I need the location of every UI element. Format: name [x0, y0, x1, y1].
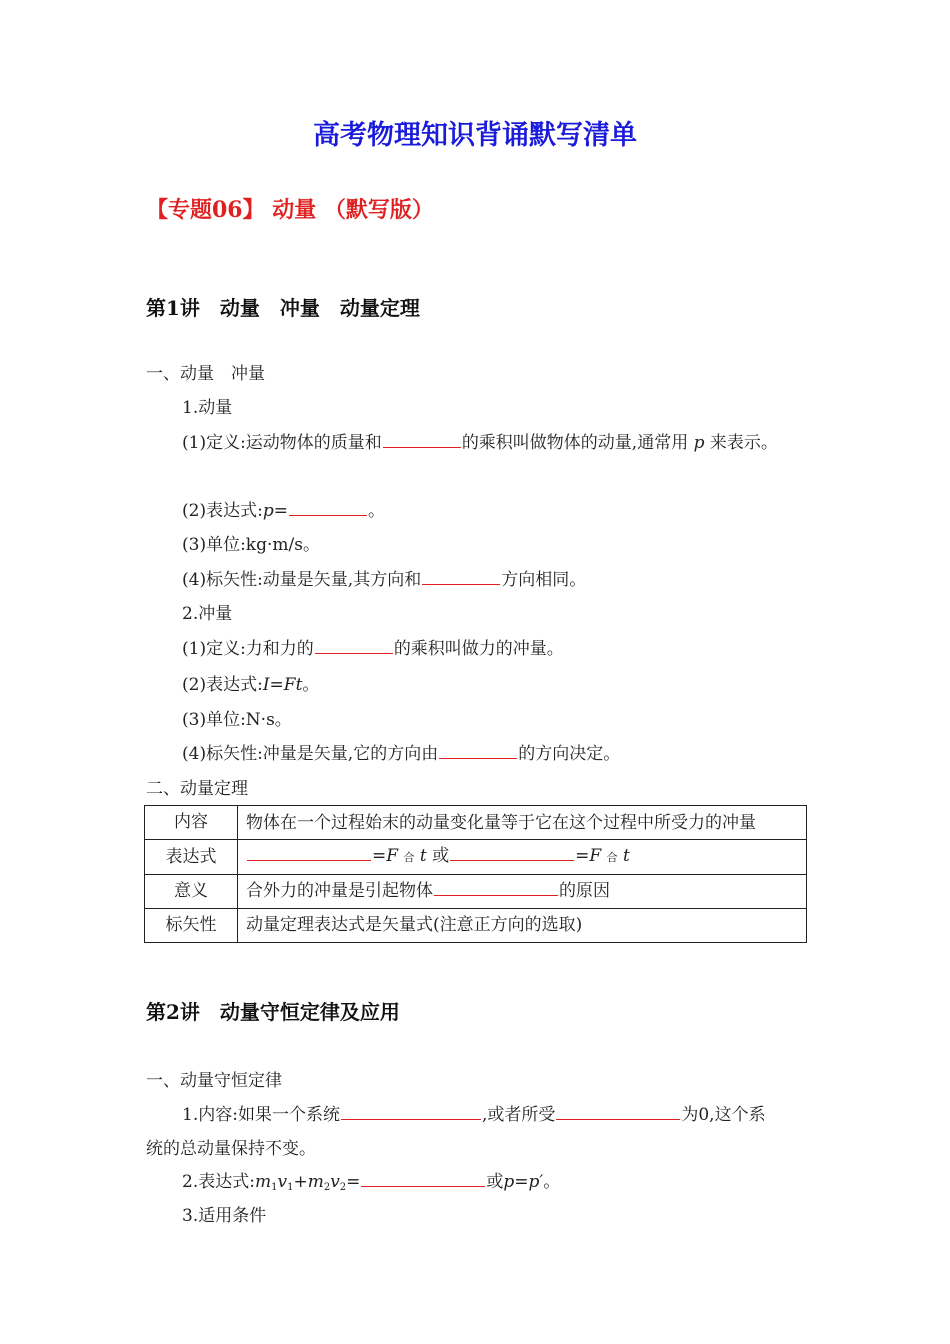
- fill-blank[interactable]: [422, 583, 500, 585]
- text: 来表示。: [709, 433, 778, 453]
- conservation-expression: 2.表达式$:m_1v_1+m_2v_2=$ 或p=p′。: [182, 1172, 561, 1193]
- var-F: F: [386, 846, 399, 866]
- conservation-content: [182, 1100, 766, 1125]
- text: ,或者所受: [481, 1105, 556, 1125]
- momentum-expression: [182, 496, 385, 521]
- subscript: 合: [403, 851, 415, 864]
- text: (4)标矢性:动量是矢量,其方向和: [182, 570, 422, 590]
- text: 。: [543, 1172, 561, 1192]
- row-value: [238, 875, 807, 909]
- formula: p=p′: [503, 1172, 544, 1192]
- row-key: 意义: [145, 875, 238, 909]
- text: (1)定义:运动物体的质量和: [182, 433, 382, 453]
- row-value: 物体在一个过程始末的动量变化量等于它在这个过程中所受力的冲量: [238, 806, 807, 840]
- text: 的乘积叫做力的冲量。: [393, 639, 564, 659]
- formula: I=Ft: [262, 675, 303, 695]
- section-momentum-theorem: 二、动量定理: [146, 779, 248, 799]
- fill-blank[interactable]: [556, 1118, 680, 1120]
- text: (2)表达式:: [182, 501, 263, 521]
- topic-subtitle: 【专题06】 动量 （默写版）: [146, 197, 434, 223]
- row-value: 动量定理表达式是矢量式(注意正方向的选取): [238, 909, 807, 943]
- text: 的原因: [559, 881, 610, 901]
- text: 1.内容:如果一个系统: [182, 1105, 340, 1125]
- fill-blank[interactable]: [247, 859, 371, 861]
- var-F: F: [589, 846, 602, 866]
- text: 合外力的冲量是引起物体: [246, 881, 433, 901]
- fill-blank[interactable]: [315, 652, 393, 654]
- item-impulse: 2.冲量: [182, 604, 233, 624]
- text: 。: [367, 501, 385, 521]
- subscript: 合: [606, 851, 618, 864]
- text: (4)标矢性:冲量是矢量,它的方向由: [182, 744, 439, 764]
- text: =: [372, 846, 387, 866]
- text: 为0,这个系: [681, 1105, 766, 1125]
- row-key: 标矢性: [145, 909, 238, 943]
- row-key: 表达式: [145, 840, 238, 875]
- momentum-definition: [182, 428, 778, 453]
- impulse-unit: (3)单位:N·s。: [182, 710, 292, 730]
- text: (1)定义:力和力的: [182, 639, 314, 659]
- text: 或: [432, 846, 450, 866]
- text: (2)表达式:: [182, 675, 263, 695]
- impulse-definition: [182, 634, 564, 659]
- document-title: 高考物理知识背诵默写清单: [313, 120, 637, 151]
- applicable-conditions: 3.适用条件: [182, 1206, 267, 1226]
- fill-blank[interactable]: [434, 894, 558, 896]
- row-value: [238, 840, 807, 875]
- var-p: p: [262, 501, 274, 521]
- table-row: [145, 875, 807, 909]
- text: 。: [302, 675, 320, 695]
- fill-blank[interactable]: [450, 859, 574, 861]
- text: 或: [486, 1172, 504, 1192]
- momentum-unit: (3)单位:kg·m/s。: [182, 535, 320, 555]
- fill-blank[interactable]: [289, 514, 367, 516]
- section-momentum-impulse: 一、动量 冲量: [146, 364, 265, 384]
- conservation-content-line2: 统的总动量保持不变。: [146, 1139, 316, 1159]
- var-t: t: [419, 846, 427, 866]
- lecture-2-heading: 第2讲 动量守恒定律及应用: [146, 1000, 400, 1024]
- text: 2.表达式:: [182, 1172, 255, 1192]
- fill-blank[interactable]: [361, 1185, 485, 1187]
- var-p: p: [693, 433, 705, 453]
- fill-blank[interactable]: [341, 1118, 481, 1120]
- section-conservation-law: 一、动量守恒定律: [146, 1071, 282, 1091]
- table-row: [145, 909, 807, 943]
- momentum-theorem-table: [144, 805, 807, 943]
- table-row: [145, 806, 807, 840]
- text: 的方向决定。: [518, 744, 621, 764]
- fill-blank[interactable]: [383, 446, 461, 448]
- item-momentum: 1.动量: [182, 398, 233, 418]
- text: =: [273, 501, 288, 521]
- row-key: 内容: [145, 806, 238, 840]
- text: =: [575, 846, 590, 866]
- impulse-expression: [182, 670, 319, 695]
- momentum-vector: [182, 565, 586, 590]
- var-t: t: [622, 846, 630, 866]
- impulse-vector: [182, 739, 620, 764]
- text: 的乘积叫做物体的动量,通常用: [461, 433, 689, 453]
- lecture-1-heading: 第1讲 动量 冲量 动量定理: [146, 296, 420, 320]
- text: 方向相同。: [501, 570, 587, 590]
- fill-blank[interactable]: [439, 757, 517, 759]
- table-row: [145, 840, 807, 875]
